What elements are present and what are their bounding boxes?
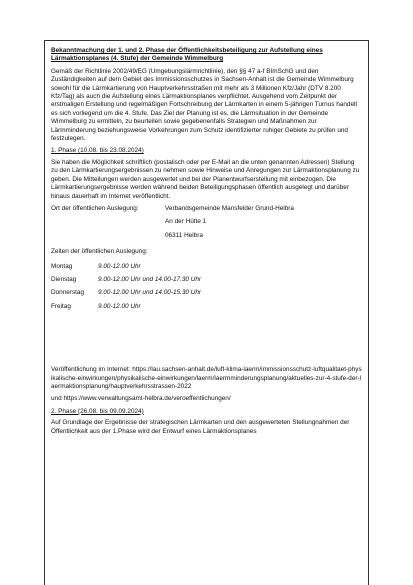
times-row <box>51 289 362 297</box>
place-line: Verbandsgemeinde Mansfelder Grund-Helbra <box>165 204 294 212</box>
times-day: Dienstag <box>51 275 77 283</box>
blank-space <box>51 316 362 366</box>
times-heading: Zeiten der öffentlichen Auslegung: <box>51 248 148 256</box>
phase1-paragraph: Sie haben die Möglichkeit schriftlich (postalisch oder per E-Mail an die unten genannten Adressen) Stellung zu den Lärmkartierungsergebnissen zu nehmen sowie Hinweise und Anregungen zur Lärmaktionsplanung zu geben. Die Mitteilungen werden ausgewertet und bei der Planentwurfserstellung mit einbezogen. Die Lärmkartierungsergebnisse werden während beiden Beteiligungsphasen öffentlich ausgelegt und darüber hinaus dauerhaft im Internet veröffentlicht. <box>51 158 360 200</box>
times-day: Montag <box>51 262 73 270</box>
times-row <box>51 276 362 284</box>
notice-frame <box>44 40 369 585</box>
phase2-paragraph: Auf Grundlage der Ergebnisse der strategischen Lärmkarten und den ausgewerteten Stellungnahmen der Öffentlichkeit aus der 1.Phase wird der Entwurf eines Lärmaktionsplanes <box>51 419 350 435</box>
notice-body <box>45 41 368 436</box>
times-day: Freitag <box>51 302 71 310</box>
internet-publication-alt[interactable]: und https://www.verwaltungsamt-helbra.de/veroeffentlichungen/ <box>51 395 231 403</box>
phase2-heading: 2. Phase (26.08. bis 09.09.2024) <box>51 407 144 415</box>
phase1-heading: 1. Phase (10.08. bis 23.08.2024) <box>51 147 144 155</box>
times-hours: 9.00-12.00 Uhr <box>98 302 141 310</box>
times-row <box>51 263 362 271</box>
notice-title: Bekanntmachung der 1. und 2. Phase der Öffentlichkeitsbeteiligung zur Aufstellung eines Lärmaktionsplanes (4. Stufe) der Gemeinde Wimmelburg <box>51 47 323 63</box>
times-hours: 9.00-12.00 Uhr und 14.00-17.30 Uhr <box>98 275 202 283</box>
times-hours: 9.00-12.00 Uhr <box>98 262 141 270</box>
place-line: 06311 Helbra <box>165 231 203 239</box>
internet-publication[interactable]: Veröffentlichung im Internet: https://lau.sachsen-anhalt.de/luft-klima-laerm/immissionsschutz-luftqualitaet-physikalische-einwirkungen/physikalische-einwirkungen/laerm/laermminderungsplanung/aktuelles-zur-4-stufe-der-laermaktionsplanung/hauptverkehrsstrassen-2022 <box>51 366 362 390</box>
times-day: Donnerstag <box>51 289 85 297</box>
place-address <box>165 205 362 245</box>
times-hours: 9.00-12.00 Uhr und 14.00-15.30 Uhr <box>98 289 202 297</box>
place-block <box>51 205 362 245</box>
times-row <box>51 303 362 311</box>
intro-paragraph: Gemäß der Richtlinie 2002/49/EG (Umgebungslärmrichtlinie), den §§ 47 a-f BImSchG und den Zuständigkeiten auf dem Gebiet des Immissionsschutzes in Sachsen-Anhalt ist die Gemeinde Wimmelburg sowohl für die Lärmkartierung von Hauptverkehrsstraßen mit mehr als 3 Millionen Kfz/Jahr (DTV 8.200 Kfz/Tag) als auch die Aufstellung eines Lärmaktionsplanes verpflichtet. Ausgehend vom Zeitpunkt der erstmaligen Erstellung und regelmäßigen Fortschreibung der Lärmkarten in einem 5-jährigen Turnus handelt es sich vorliegend um die 4. Stufe. Das Ziel der Planung ist es, die Lärmsituation in der Gemeinde Wimmelburg zu ermitteln, zu beurteilen sowie gegebenenfalls Strategien und Maßnahmen zur Lärmminderung beziehungsweise Vorkehrungen zum Schutz identifizierter ruhiger Gebiete zu prüfen und festzulegen. <box>51 67 358 143</box>
place-line: An der Hütte 1 <box>165 218 207 226</box>
place-label: Ort der öffentlichen Auslegung: <box>51 204 139 212</box>
